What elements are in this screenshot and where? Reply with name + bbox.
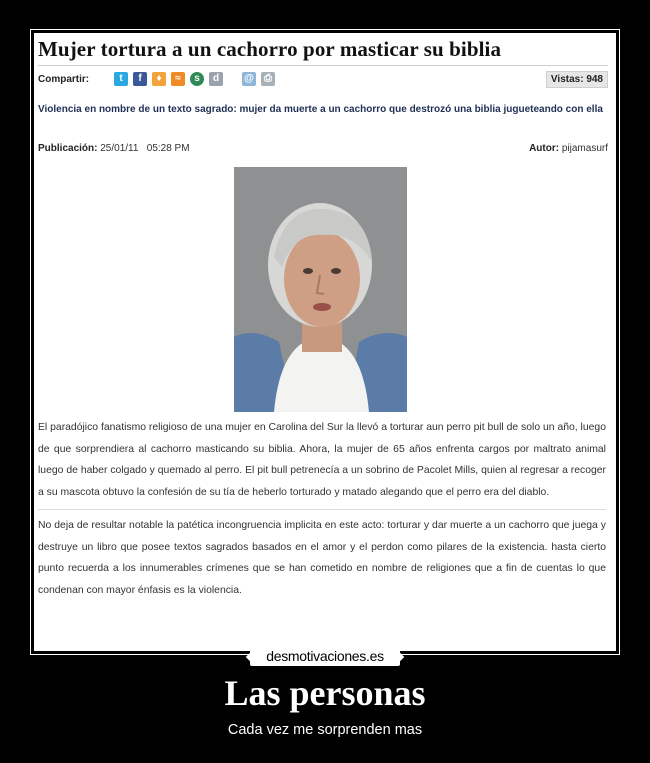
author-value[interactable]: pijamasurf (561, 143, 608, 154)
share-label: Compartir: (38, 74, 90, 85)
digg-icon[interactable]: d (209, 72, 223, 86)
facebook-icon[interactable]: f (133, 72, 147, 86)
twitter-icon[interactable]: t (114, 72, 128, 86)
rss-icon[interactable]: ≈ (171, 72, 185, 86)
mugshot-photo (234, 167, 407, 412)
delicious-icon[interactable]: ♦ (152, 72, 166, 86)
share-icons (114, 72, 275, 86)
published-value: 25/01/11 05:28 PM (100, 143, 190, 154)
paragraph-1: El paradójico fanatismo religioso de una mujer en Carolina del Sur la llevó a torturar aun perro pit bull de solo un año, luego de que sorprendiera al cachorro masticando su biblia. Ahora, la mujer de 65 años enfrenta cargos por maltrato animal luego de haber colgado y quemado al perro. El pit bull petrenecía a un sobrino de Pacolet Mills, quien al regresar a recoger a su mascota obtuvo la confesión de su tía de heberlo torturado y matado alegando que el perro era del diablo. (38, 422, 606, 498)
author-block (529, 143, 608, 154)
article-body (38, 417, 606, 601)
article-title: Mujer tortura a un cachorro por masticar su biblia (38, 37, 502, 61)
views-badge: Vistas: 948 (546, 71, 608, 88)
article-meta (38, 143, 608, 154)
poster-caption: Las personas (224, 673, 426, 713)
email-icon[interactable]: @ (242, 72, 256, 86)
author-label: Autor: (529, 143, 560, 154)
poster-subcaption: Cada vez me sorprenden mas (227, 722, 423, 738)
print-icon[interactable]: ⎙ (261, 72, 275, 86)
article-screenshot (34, 33, 616, 651)
paragraph-2: No deja de resultar notable la patética incongruencia implicita en este acto: torturar y dar muerte a un cachorro que juega y destruye un libro que posee textos sagrados basados en el amor y el perdon como pilares de la existencia. hasta cierto punto recuerda a los innumerables crímenes que se han cometido en nombre de religiones que a fin de cuentas lo que condenan con mayor énfasis es la violencia. (38, 520, 606, 596)
article-subtitle: Violencia en nombre de un texto sagrado: mujer da muerte a un cachorro que destrozó una biblia jugueteando con ella (38, 104, 603, 115)
stumbleupon-icon[interactable]: s (190, 72, 204, 86)
site-logo[interactable]: desmotivaciones.es (250, 646, 400, 666)
paragraph-divider (38, 509, 606, 510)
share-bar (38, 71, 608, 91)
published-label: Publicación: (38, 143, 98, 154)
title-divider (38, 65, 608, 66)
